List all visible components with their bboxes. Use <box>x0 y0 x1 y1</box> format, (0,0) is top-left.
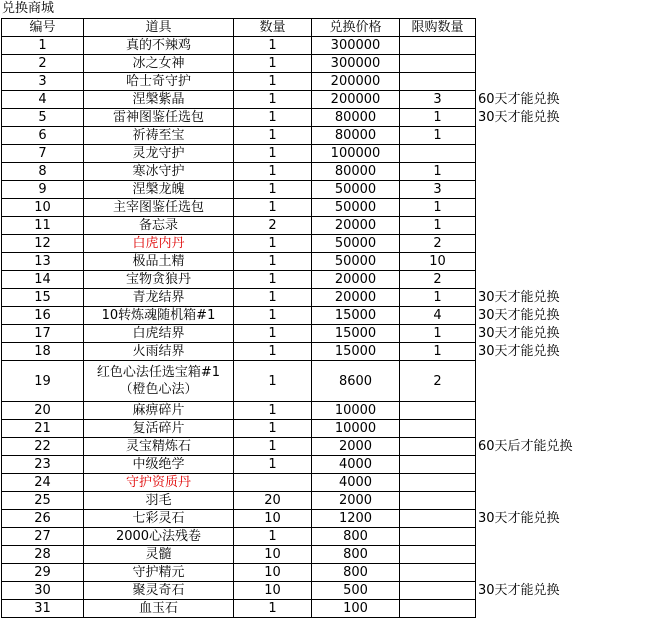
cell-item: 涅槃龙魄 <box>84 181 234 199</box>
cell-price: 8600 <box>312 361 400 402</box>
cell-id: 1 <box>2 37 84 55</box>
table-row <box>2 582 576 600</box>
cell-price: 500 <box>312 582 400 600</box>
table-row <box>2 492 576 510</box>
cell-note <box>476 474 576 492</box>
cell-item: 血玉石 <box>84 600 234 618</box>
cell-price: 50000 <box>312 253 400 271</box>
cell-qty: 1 <box>234 127 312 145</box>
cell-limit: 2 <box>400 235 476 253</box>
table-row <box>2 37 576 55</box>
cell-price: 80000 <box>312 163 400 181</box>
cell-item: 火雨结界 <box>84 343 234 361</box>
cell-id: 16 <box>2 307 84 325</box>
cell-limit <box>400 37 476 55</box>
cell-note <box>476 55 576 73</box>
cell-id: 7 <box>2 145 84 163</box>
cell-price: 300000 <box>312 55 400 73</box>
cell-price: 20000 <box>312 289 400 307</box>
cell-qty: 10 <box>234 582 312 600</box>
cell-limit <box>400 474 476 492</box>
table-row <box>2 564 576 582</box>
cell-price: 50000 <box>312 235 400 253</box>
cell-qty: 1 <box>234 37 312 55</box>
cell-id: 12 <box>2 235 84 253</box>
cell-id: 15 <box>2 289 84 307</box>
cell-note: 30天才能兑换 <box>478 344 560 359</box>
cell-qty: 1 <box>234 361 312 402</box>
table-row <box>2 456 576 474</box>
cell-item: 白虎内丹 <box>84 235 234 253</box>
cell-limit <box>400 600 476 618</box>
cell-id: 29 <box>2 564 84 582</box>
table-row <box>2 361 576 402</box>
table-row <box>2 307 576 325</box>
cell-note <box>476 235 576 253</box>
cell-id: 24 <box>2 474 84 492</box>
cell-price: 300000 <box>312 37 400 55</box>
cell-id: 14 <box>2 271 84 289</box>
cell-qty: 1 <box>234 73 312 91</box>
cell-limit <box>400 145 476 163</box>
cell-qty: 1 <box>234 600 312 618</box>
cell-item: 守护资质丹 <box>84 474 234 492</box>
cell-qty: 1 <box>234 181 312 199</box>
cell-qty: 1 <box>234 528 312 546</box>
cell-price: 2000 <box>312 492 400 510</box>
cell-note <box>476 361 576 402</box>
header-cell-note <box>476 19 576 37</box>
page-title: 兑换商城 <box>2 1 55 16</box>
cell-id: 18 <box>2 343 84 361</box>
cell-id: 20 <box>2 402 84 420</box>
cell-id: 11 <box>2 217 84 235</box>
cell-price: 10000 <box>312 402 400 420</box>
cell-qty: 1 <box>234 163 312 181</box>
cell-note <box>476 271 576 289</box>
table-row <box>2 127 576 145</box>
cell-qty: 10 <box>234 564 312 582</box>
cell-qty: 1 <box>234 235 312 253</box>
cell-limit: 1 <box>400 163 476 181</box>
cell-price: 800 <box>312 546 400 564</box>
cell-limit <box>400 528 476 546</box>
cell-price: 15000 <box>312 325 400 343</box>
cell-note <box>476 37 576 55</box>
cell-id: 17 <box>2 325 84 343</box>
cell-item: 寒冰守护 <box>84 163 234 181</box>
cell-limit <box>400 456 476 474</box>
cell-id: 23 <box>2 456 84 474</box>
cell-id: 22 <box>2 438 84 456</box>
cell-id: 21 <box>2 420 84 438</box>
cell-note: 30天才能兑换 <box>478 511 560 526</box>
table-row <box>2 163 576 181</box>
cell-item: 雷神图鉴任选包 <box>84 109 234 127</box>
cell-limit <box>400 73 476 91</box>
header-cell-qty: 数量 <box>234 19 312 37</box>
table-row <box>2 289 576 307</box>
cell-note <box>476 127 576 145</box>
header-cell-limit: 限购数量 <box>400 19 476 37</box>
header-cell-id: 编号 <box>2 19 84 37</box>
cell-id: 28 <box>2 546 84 564</box>
cell-item: 灵宝精炼石 <box>84 438 234 456</box>
cell-id: 19 <box>2 361 84 402</box>
cell-item: 哈士奇守护 <box>84 73 234 91</box>
cell-price: 15000 <box>312 307 400 325</box>
cell-price: 50000 <box>312 199 400 217</box>
cell-id: 10 <box>2 199 84 217</box>
cell-item: 主宰图鉴任选包 <box>84 199 234 217</box>
table-row <box>2 145 576 163</box>
cell-item <box>84 361 234 402</box>
cell-limit: 3 <box>400 91 476 109</box>
cell-limit: 1 <box>400 217 476 235</box>
cell-note <box>476 600 576 618</box>
cell-id: 31 <box>2 600 84 618</box>
cell-qty: 10 <box>234 546 312 564</box>
table-row <box>2 528 576 546</box>
header-row <box>2 19 576 37</box>
table-row <box>2 235 576 253</box>
cell-item: 灵龙守护 <box>84 145 234 163</box>
cell-item: 2000心法残卷 <box>84 528 234 546</box>
cell-note: 60天才能兑换 <box>478 92 560 107</box>
cell-price: 4000 <box>312 474 400 492</box>
cell-item: 10转炼魂随机箱#1 <box>84 307 234 325</box>
cell-note: 30天才能兑换 <box>478 326 560 341</box>
table-row <box>2 510 576 528</box>
cell-price: 100000 <box>312 145 400 163</box>
cell-limit: 2 <box>400 271 476 289</box>
cell-qty <box>234 474 312 492</box>
cell-qty: 1 <box>234 271 312 289</box>
cell-item: 极品土精 <box>84 253 234 271</box>
cell-price: 2000 <box>312 438 400 456</box>
cell-qty: 2 <box>234 217 312 235</box>
table-row <box>2 253 576 271</box>
cell-note: 30天才能兑换 <box>478 308 560 323</box>
table-row <box>2 55 576 73</box>
cell-price: 4000 <box>312 456 400 474</box>
cell-limit: 1 <box>400 289 476 307</box>
table-row <box>2 73 576 91</box>
cell-limit <box>400 420 476 438</box>
table-row <box>2 474 576 492</box>
cell-id: 2 <box>2 55 84 73</box>
cell-qty: 1 <box>234 109 312 127</box>
cell-limit: 2 <box>400 361 476 402</box>
table-row <box>2 343 576 361</box>
cell-item: 祈祷至宝 <box>84 127 234 145</box>
cell-id: 9 <box>2 181 84 199</box>
cell-note <box>476 546 576 564</box>
cell-qty: 10 <box>234 510 312 528</box>
cell-id: 13 <box>2 253 84 271</box>
cell-note <box>476 564 576 582</box>
cell-item: 中级绝学 <box>84 456 234 474</box>
cell-qty: 1 <box>234 199 312 217</box>
cell-note <box>476 420 576 438</box>
table-row <box>2 181 576 199</box>
cell-item: 冰之女神 <box>84 55 234 73</box>
cell-note <box>476 528 576 546</box>
cell-price: 200000 <box>312 91 400 109</box>
cell-price: 20000 <box>312 217 400 235</box>
cell-note <box>476 145 576 163</box>
cell-id: 5 <box>2 109 84 127</box>
cell-note: 30天才能兑换 <box>478 583 560 598</box>
cell-id: 8 <box>2 163 84 181</box>
cell-price: 100 <box>312 600 400 618</box>
cell-limit <box>400 564 476 582</box>
cell-qty: 1 <box>234 420 312 438</box>
table-row <box>2 420 576 438</box>
cell-price: 80000 <box>312 127 400 145</box>
cell-note <box>476 73 576 91</box>
cell-qty: 1 <box>234 456 312 474</box>
exchange-table <box>1 18 576 618</box>
cell-item-line: 红色心法任选宝箱#1 <box>96 365 221 380</box>
cell-qty: 1 <box>234 343 312 361</box>
cell-limit: 1 <box>400 109 476 127</box>
cell-note <box>476 456 576 474</box>
cell-note <box>476 253 576 271</box>
cell-limit <box>400 402 476 420</box>
cell-limit: 3 <box>400 181 476 199</box>
cell-price: 50000 <box>312 181 400 199</box>
cell-qty: 1 <box>234 402 312 420</box>
cell-id: 30 <box>2 582 84 600</box>
cell-note: 30天才能兑换 <box>478 110 560 125</box>
cell-note <box>476 181 576 199</box>
table-row <box>2 109 576 127</box>
cell-price: 200000 <box>312 73 400 91</box>
cell-item-line: （橙色心法） <box>119 382 198 397</box>
cell-note <box>476 199 576 217</box>
cell-price: 80000 <box>312 109 400 127</box>
cell-id: 26 <box>2 510 84 528</box>
cell-limit: 4 <box>400 307 476 325</box>
cell-id: 6 <box>2 127 84 145</box>
table-row <box>2 217 576 235</box>
cell-limit <box>400 510 476 528</box>
cell-price: 800 <box>312 564 400 582</box>
cell-item: 青龙结界 <box>84 289 234 307</box>
cell-item: 聚灵奇石 <box>84 582 234 600</box>
table-row <box>2 402 576 420</box>
header-cell-price: 兑换价格 <box>312 19 400 37</box>
cell-limit: 1 <box>400 343 476 361</box>
cell-limit: 1 <box>400 199 476 217</box>
header-cell-item: 道具 <box>84 19 234 37</box>
cell-qty: 1 <box>234 145 312 163</box>
cell-item: 羽毛 <box>84 492 234 510</box>
cell-qty: 1 <box>234 307 312 325</box>
cell-note <box>476 217 576 235</box>
table-row <box>2 91 576 109</box>
cell-item: 涅槃紫晶 <box>84 91 234 109</box>
cell-note: 60天后才能兑换 <box>478 439 573 454</box>
cell-qty: 1 <box>234 438 312 456</box>
table-row <box>2 546 576 564</box>
cell-limit: 1 <box>400 325 476 343</box>
cell-item: 麻痹碎片 <box>84 402 234 420</box>
cell-id: 25 <box>2 492 84 510</box>
cell-limit <box>400 55 476 73</box>
cell-note: 30天才能兑换 <box>478 290 560 305</box>
cell-limit <box>400 438 476 456</box>
cell-item: 守护精元 <box>84 564 234 582</box>
cell-note <box>476 492 576 510</box>
table-row <box>2 325 576 343</box>
cell-item: 真的不辣鸡 <box>84 37 234 55</box>
table-row <box>2 199 576 217</box>
cell-qty: 1 <box>234 55 312 73</box>
cell-limit: 10 <box>400 253 476 271</box>
table-row <box>2 600 576 618</box>
cell-limit <box>400 582 476 600</box>
cell-item: 白虎结界 <box>84 325 234 343</box>
cell-qty: 1 <box>234 91 312 109</box>
cell-id: 4 <box>2 91 84 109</box>
cell-item: 宝物贪狼丹 <box>84 271 234 289</box>
cell-id: 27 <box>2 528 84 546</box>
table-row <box>2 438 576 456</box>
cell-qty: 1 <box>234 253 312 271</box>
cell-item: 灵髓 <box>84 546 234 564</box>
cell-limit <box>400 492 476 510</box>
table-row <box>2 271 576 289</box>
cell-item: 备忘录 <box>84 217 234 235</box>
cell-qty: 1 <box>234 325 312 343</box>
cell-price: 1200 <box>312 510 400 528</box>
cell-limit: 1 <box>400 127 476 145</box>
cell-price: 800 <box>312 528 400 546</box>
cell-price: 20000 <box>312 271 400 289</box>
cell-note <box>476 163 576 181</box>
cell-qty: 1 <box>234 289 312 307</box>
cell-price: 10000 <box>312 420 400 438</box>
cell-item: 七彩灵石 <box>84 510 234 528</box>
cell-item: 复活碎片 <box>84 420 234 438</box>
cell-note <box>476 402 576 420</box>
cell-id: 3 <box>2 73 84 91</box>
cell-limit <box>400 546 476 564</box>
cell-price: 15000 <box>312 343 400 361</box>
cell-qty: 20 <box>234 492 312 510</box>
